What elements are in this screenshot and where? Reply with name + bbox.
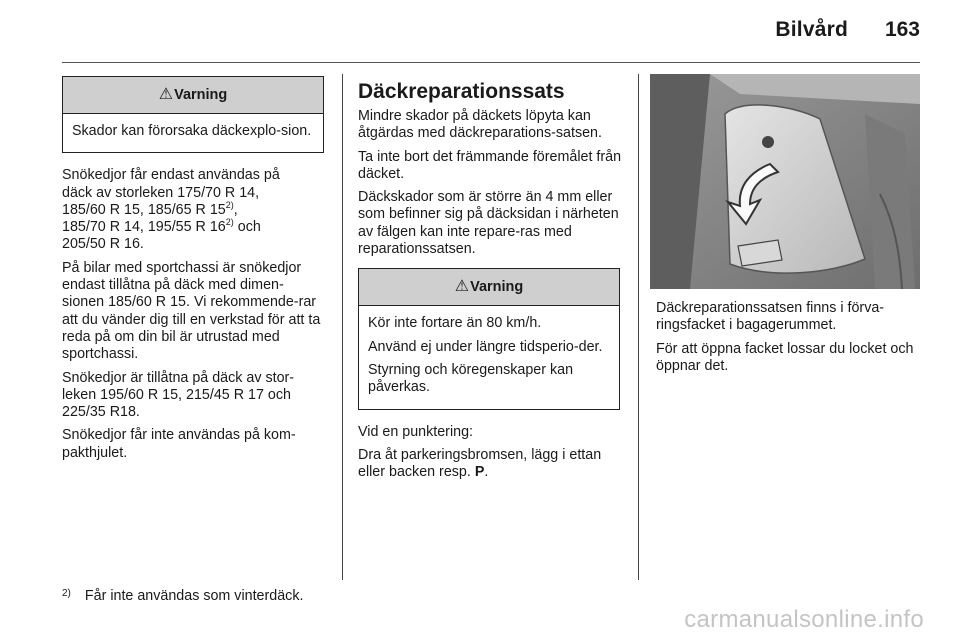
- warning-header: [359, 269, 619, 306]
- figure-luggage-compartment: [650, 74, 920, 289]
- middle-column: [358, 80, 624, 487]
- paragraph-puncture: Vid en punktering:: [358, 423, 473, 440]
- warning-heading: Varning: [174, 87, 228, 103]
- left-column: [62, 76, 324, 468]
- page-header-title: Bilvård: [775, 18, 848, 41]
- footnote-ref: 2): [225, 200, 234, 211]
- text-run: Dra åt parkeringsbromsen, lägg i ettan eller backen resp.: [358, 446, 602, 481]
- warning-body: [63, 114, 323, 152]
- right-column: [656, 300, 922, 381]
- text-line: och: [233, 219, 261, 236]
- paragraph-minor-damage: Mindre skador på däckets löpyta kan åtgärdas med däckreparations-satsen.: [358, 108, 602, 142]
- warning-text: Skador kan förorsaka däckexplo-sion.: [72, 123, 312, 139]
- warning-heading: Varning: [470, 279, 524, 296]
- text-run: .: [484, 464, 489, 481]
- header-rule: [62, 62, 920, 63]
- paragraph-parking-brake: [358, 447, 624, 482]
- warning-triangle-icon: ⚠: [454, 278, 470, 296]
- column-divider-left: [342, 74, 343, 580]
- text-line: däck av storleken 175/70 R 14,: [62, 184, 260, 201]
- page-number: 163: [884, 18, 920, 41]
- text-line: 185/60 R 15, 185/65 R 15: [62, 201, 226, 218]
- section-title: Däckreparationssats: [358, 80, 565, 103]
- warning-box-tire-damage: [62, 76, 324, 153]
- warning-line: Kör inte fortare än 80 km/h.: [368, 315, 542, 332]
- paragraph-snow-chain-sizes: [62, 167, 324, 253]
- text-line: 185/70 R 14, 195/55 R 16: [62, 219, 226, 236]
- paragraph-allowed-sizes: Snökedjor är tillåtna på däck av stor-leken 195/60 R 15, 215/45 R 17 och 225/35 R18.: [62, 369, 295, 421]
- warning-line: Styrning och köregenskaper kan påverkas.: [368, 361, 574, 396]
- footnote-ref: 2): [225, 217, 234, 228]
- paragraph-open-compartment: För att öppna facket lossar du locket och öppnar det.: [656, 340, 914, 374]
- footnote-mark: 2): [62, 588, 71, 599]
- warning-line: Använd ej under längre tidsperio-der.: [368, 338, 603, 355]
- footnote: [62, 588, 303, 604]
- paragraph-compact-wheel: Snökedjor får inte användas på kom-pakthjulet.: [62, 427, 296, 461]
- text-line: 205/50 R 16.: [62, 236, 144, 253]
- paragraph-kit-location: Däckreparationssatsen finns i förva-ringsfacket i bagagerummet.: [656, 300, 885, 334]
- watermark: carmanualsonline.info: [684, 606, 924, 633]
- paragraph-foreign-object: Ta inte bort det främmande föremålet från däcket.: [358, 148, 622, 182]
- warning-header: [63, 77, 323, 114]
- column-divider-right: [638, 74, 639, 580]
- text-line: Snökedjor får endast användas på: [62, 167, 280, 184]
- warning-body: [359, 306, 619, 408]
- gear-p-label: P: [474, 464, 485, 481]
- text-line: ,: [233, 201, 238, 218]
- trunk-illustration: [650, 74, 920, 289]
- paragraph-large-damage: Däckskador som är större än 4 mm eller som befinner sig på däcksidan i närheten av fälgen kan inte repare-ras med reparationssatsen.: [358, 189, 619, 258]
- footnote-text: Får inte användas som vinterdäck.: [84, 588, 304, 604]
- paragraph-sport-chassis: På bilar med sportchassi är snökedjor endast tillåtna på däck med dimen-sionen 185/60 R 15. Vi rekommende-rar att du vänder dig till en verkstad för att ta reda på om din bil är utrustad med sportchassi.: [62, 259, 321, 363]
- warning-triangle-icon: ⚠: [158, 86, 174, 103]
- warning-box-speed: [358, 268, 620, 409]
